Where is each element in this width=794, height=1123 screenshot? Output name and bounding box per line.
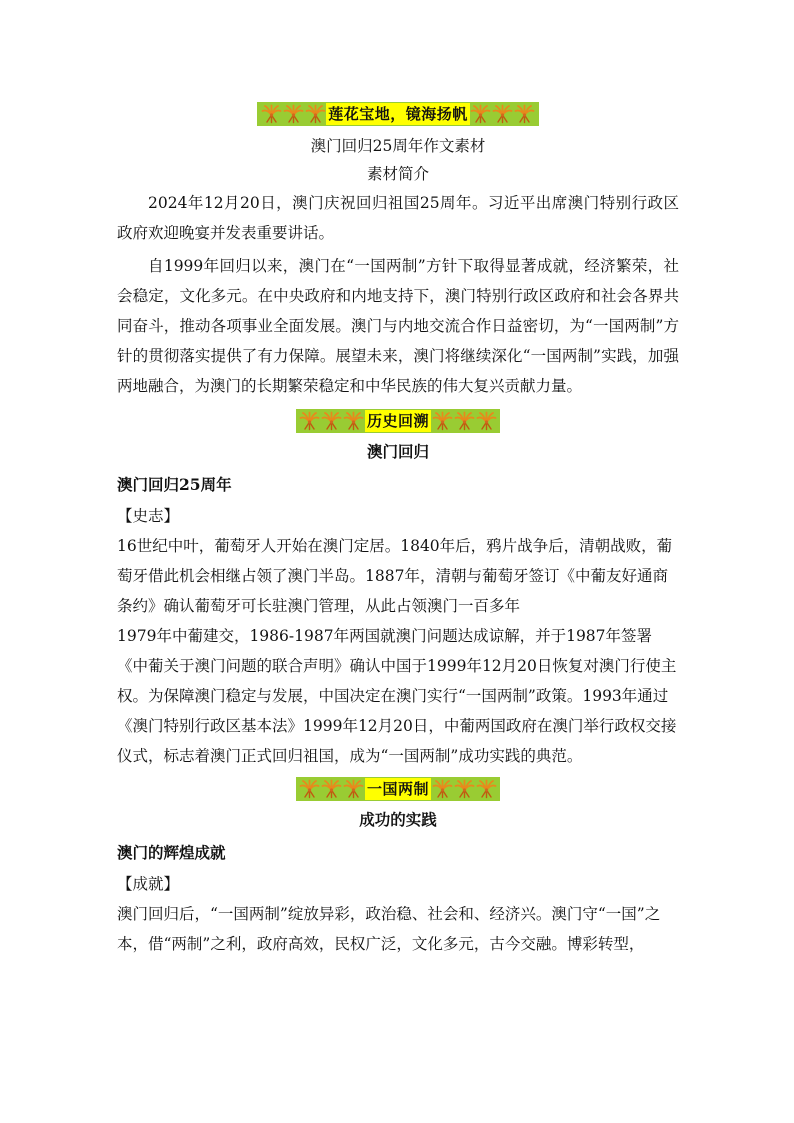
flower-icon: [514, 104, 535, 124]
flower-icon: [299, 779, 320, 799]
history-paragraph: 16世纪中叶，葡萄牙人开始在澳门定居。1840年后，鸦片战争后，清朝战败，葡萄牙借此机会相继占领了澳门半岛。1887年，清朝与葡萄牙签订《中葡友好通商条约》确认葡萄牙可长驻澳门管理，从此占领澳门一百多年: [117, 537, 673, 615]
flower-decoration-right: [470, 104, 536, 124]
flower-icon: [305, 104, 326, 124]
section-tag: 【成就】: [117, 875, 180, 893]
flower-icon: [492, 104, 513, 124]
flower-icon: [261, 104, 282, 124]
flower-icon: [343, 411, 364, 431]
achievement-paragraph: 澳门回归后，“一国两制”绽放异彩，政治稳、社会和、经济兴。澳门守“一国”之本，借“两制”之利，政府高效，民权广泛，文化多元，古今交融。博彩转型，: [117, 905, 661, 953]
history-paragraph: 1979年中葡建交，1986-1987年两国就澳门问题达成谅解，并于1987年签署《中葡关于澳门问题的联合声明》确认中国于1999年12月20日恢复对澳门行使主权。为保障澳门稳定与发展，中国决定在澳门实行“一国两制”政策。1993年通过《澳门特别行政区基本法》1999年12月20日，中葡两国政府在澳门举行政权交接仪式，标志着澳门正式回归祖国，成为“一国两制”成功实践的典范。: [117, 627, 677, 765]
banner-heading: 莲花宝地，镜海扬帆: [328, 105, 468, 123]
banner-heading: 一国两制: [366, 780, 429, 798]
banner: [296, 777, 500, 801]
section-title: 成功的实践: [359, 810, 437, 829]
section-subtitle: 澳门的辉煌成就: [117, 843, 226, 862]
flower-decoration-left: [260, 104, 326, 124]
document-content: [117, 102, 679, 959]
banner: [296, 409, 500, 433]
section-title: 澳门回归: [366, 442, 429, 461]
flower-icon: [432, 411, 453, 431]
section-tag: 【史志】: [117, 507, 180, 525]
banner-heading: 历史回溯: [366, 412, 429, 430]
flower-icon: [432, 779, 453, 799]
banner-title-3: [117, 777, 679, 803]
flower-icon: [299, 411, 320, 431]
document-subtitle: 澳门回归25周年作文素材: [310, 137, 486, 155]
intro-paragraph: 2024年12月20日，澳门庆祝回归祖国25周年。习近平出席澳门特别行政区政府欢迎晚宴并发表重要讲话。: [117, 194, 679, 242]
flower-icon: [343, 779, 364, 799]
banner-title-2: [117, 409, 679, 435]
section-subtitle: 澳门回归25周年: [117, 475, 232, 494]
flower-icon: [476, 411, 497, 431]
flower-icon: [321, 411, 342, 431]
flower-icon: [470, 104, 491, 124]
intro-heading: 素材简介: [366, 165, 429, 183]
flower-icon: [283, 104, 304, 124]
flower-icon: [476, 779, 497, 799]
intro-paragraph: 自1999年回归以来，澳门在“一国两制”方针下取得显著成就，经济繁荣，社会稳定，文化多元。在中央政府和内地支持下，澳门特别行政区政府和社会各界共同奋斗，推动各项事业全面发展。澳门与内地交流合作日益密切，为“一国两制”方针的贯彻落实提供了有力保障。展望未来，澳门将继续深化“一国两制”实践，加强两地融合，为澳门的长期繁荣稳定和中华民族的伟大复兴贡献力量。: [117, 257, 679, 395]
flower-icon: [321, 779, 342, 799]
flower-decoration-right: [431, 411, 497, 431]
flower-icon: [454, 411, 475, 431]
flower-icon: [454, 779, 475, 799]
banner-title-1: [117, 102, 679, 128]
flower-decoration-left: [299, 779, 365, 799]
flower-decoration-left: [299, 411, 365, 431]
banner: [257, 102, 539, 126]
flower-decoration-right: [431, 779, 497, 799]
